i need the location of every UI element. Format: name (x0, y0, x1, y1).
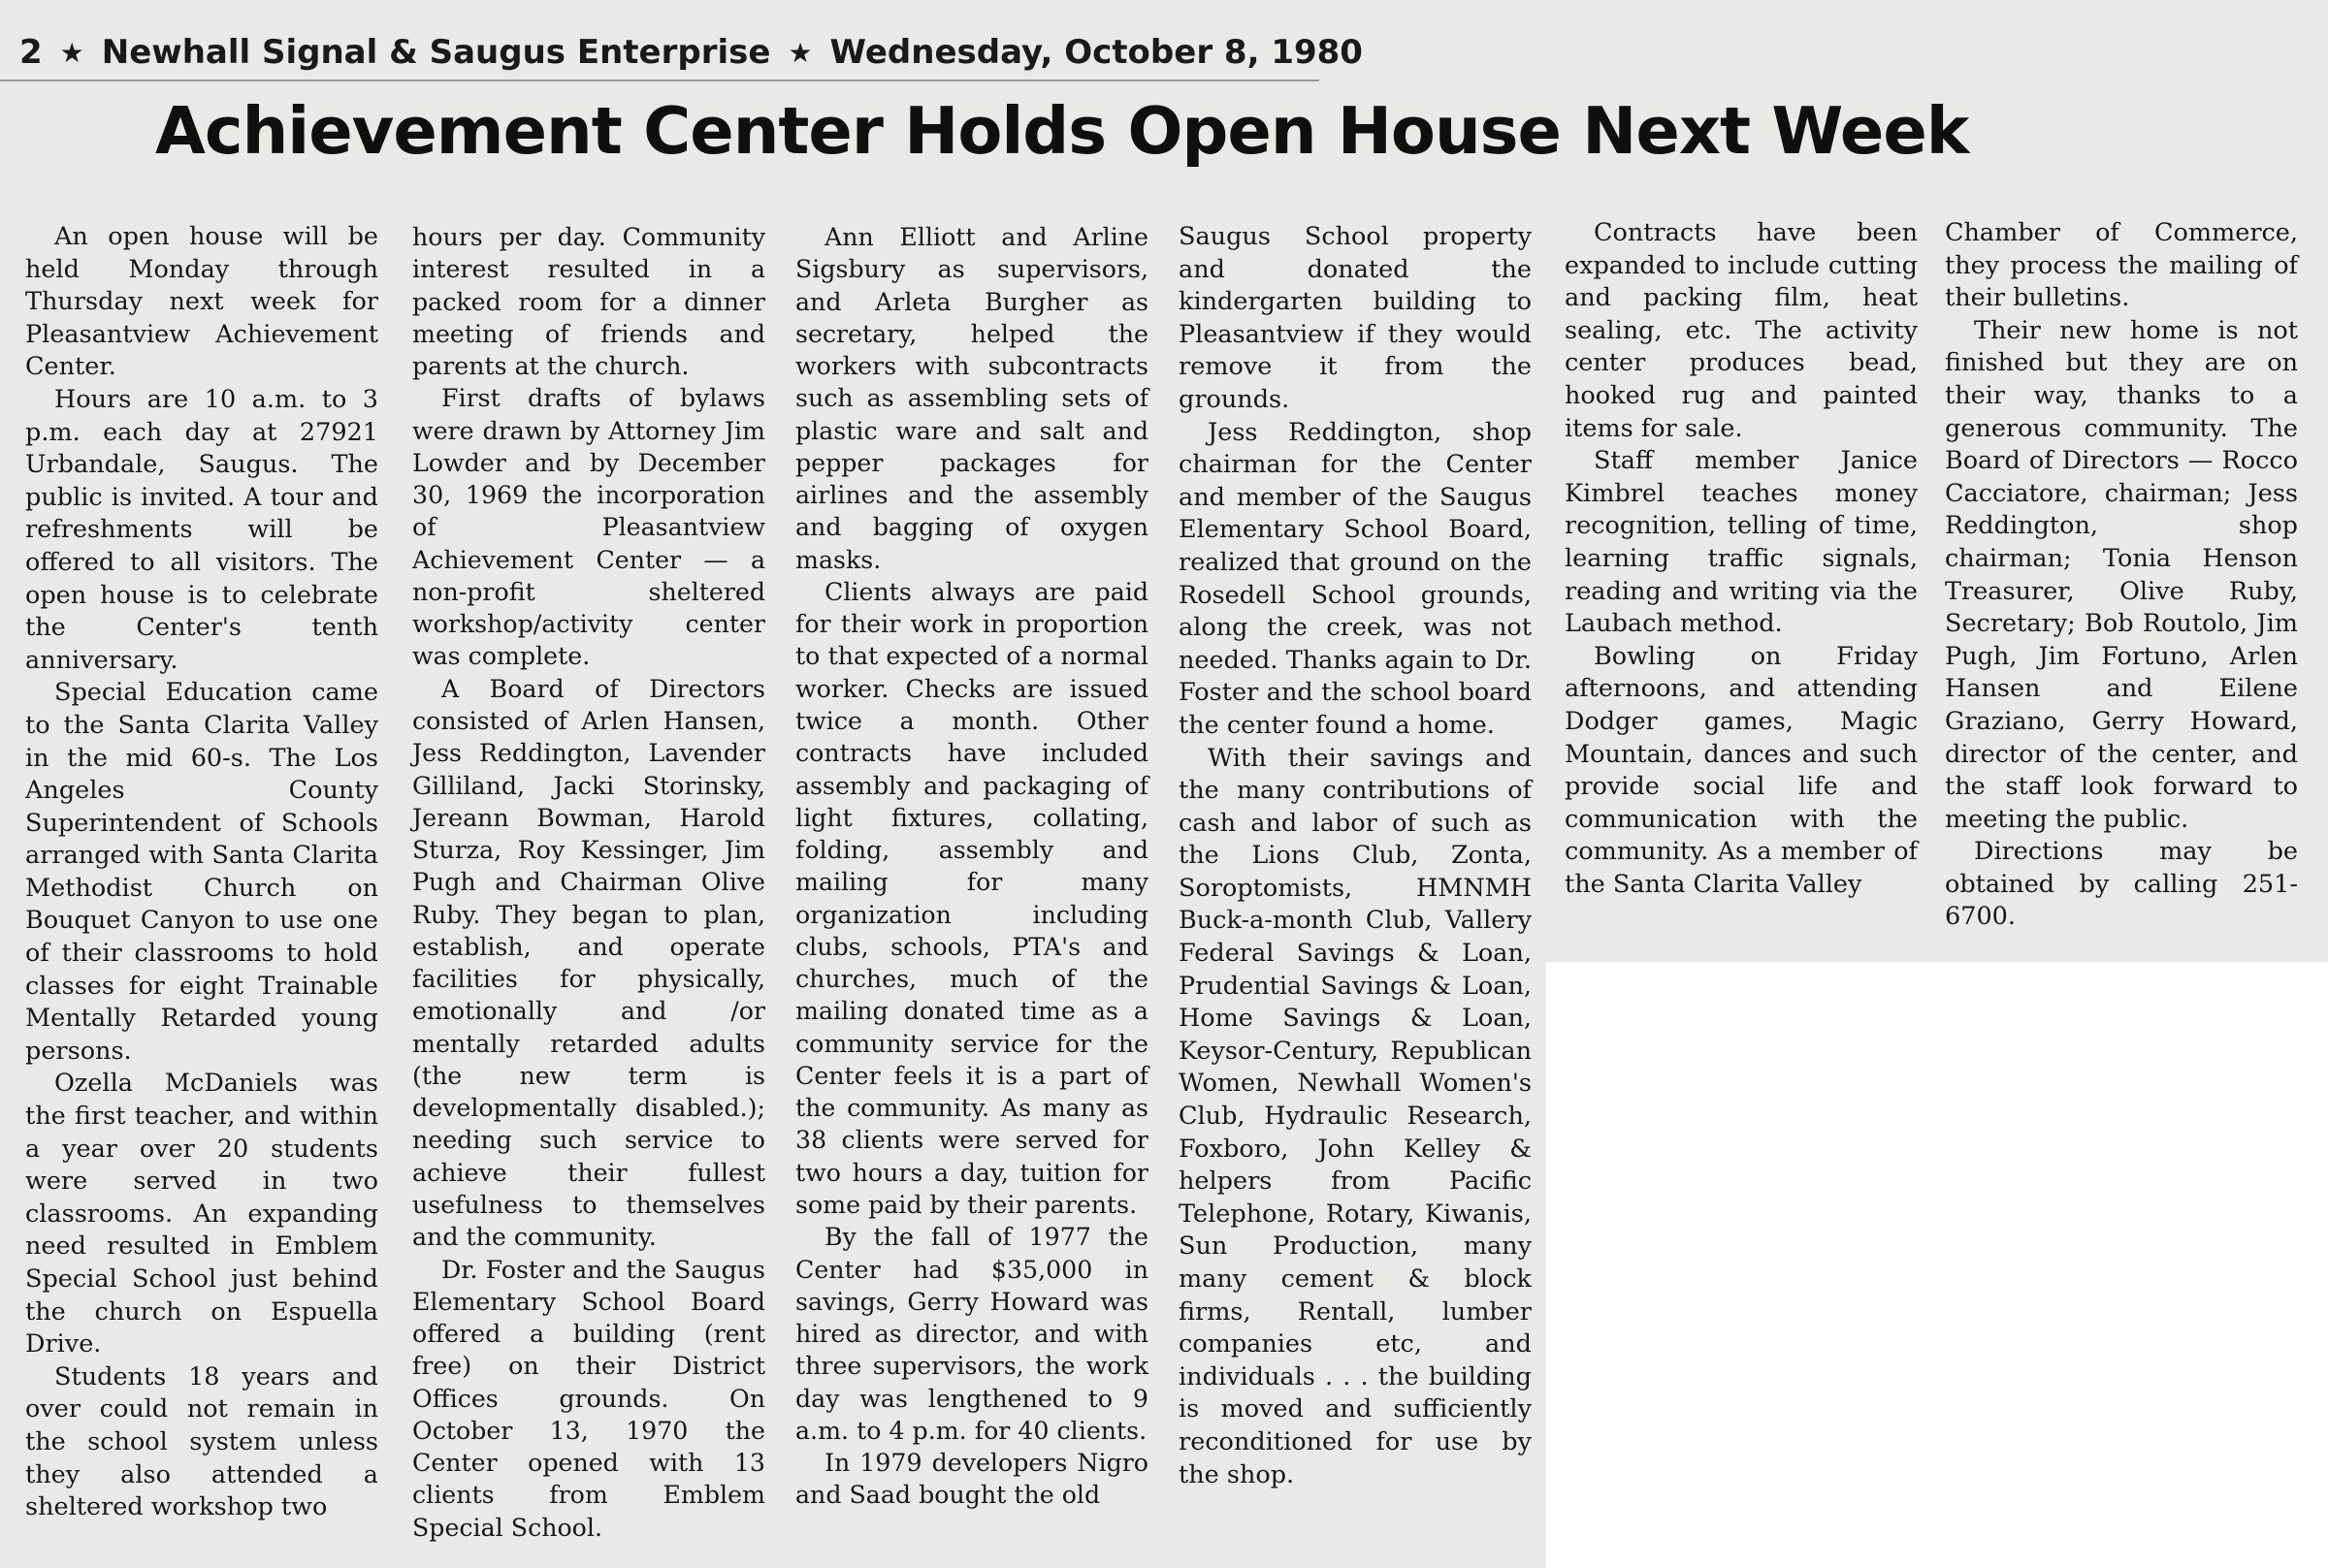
article-paragraph: Dr. Foster and the Saugus Elementary School Board offered a building (rent free) on their District Offices grounds. On October 13, 1970 the Center opened with 13 clients from Emblem Special School. (412, 1255, 765, 1542)
article-paragraph: Special Education came to the Santa Clarita Valley in the mid 60-s. The Los Angeles County Superintendent of Schools arranged with Santa Clarita Methodist Church on Bouquet Canyon to use one of their classrooms to hold classes for eight Trainable Mentally Retarded young persons. (25, 678, 378, 1066)
article-paragraph: Clients always are paid for their work in proportion to that expected of a normal worker. Checks are issued twice a month. Other contracts have included assembly and packaging of light fixtures, collating, folding, assembly and mailing for many organization including clubs, schools, PTA's and churches, much of the mailing donated time as a community service for the Center feels it is a part of the community. As many as 38 clients were served for two hours a day, tuition for some paid by their parents. (795, 577, 1148, 1219)
article-headline: Achievement Center Holds Open House Next Week (155, 93, 1969, 169)
article-paragraph: hours per day. Community interest resulted in a packed room for a dinner meeting of friends and parents at the church. (412, 223, 765, 381)
article-column-1 (25, 221, 378, 1524)
article-paragraph: Students 18 years and over could not remain in the school system unless they also attended a sheltered workshop two (25, 1361, 378, 1522)
article-column-2 (412, 221, 765, 1544)
masthead-rule (0, 80, 1319, 81)
article-paragraph: Their new home is not finished but they are on their way, thanks to a generous community. The Board of Directors — Rocco Cacciatore, chairman; Jess Reddington, shop chairman; Tonia Henson Treasurer, Olive Ruby, Secretary; Bob Routolo, Jim Pugh, Jim Fortuno, Arlen Hansen and Eilene Graziano, Gerry Howard, director of the center, and the staff look forward to meeting the public. (1945, 315, 2298, 834)
article-paragraph: Directions may be obtained by calling 251-6700. (1945, 837, 2298, 932)
article-paragraph: Chamber of Commerce, they process the mailing of their bulletins. (1945, 218, 2298, 313)
article-paragraph: Contracts have been expanded to include cutting and packing film, heat sealing, etc. The activity center produces bead, hooked rug and painted items for sale. (1565, 218, 1918, 443)
issue-date: Wednesday, October 8, 1980 (829, 33, 1363, 72)
page-number: 2 (19, 33, 43, 72)
star-separator: ★ (788, 36, 813, 69)
article-paragraph: Staff member Janice Kimbrel teaches money recognition, telling of time, learning traffic signals, reading and writing via the Laubach method. (1565, 446, 1918, 639)
article-paragraph: Ann Elliott and Arline Sigsbury as supervisors, and Arleta Burgher as secretary, helped the workers with subcontracts such as assembling sets of plastic ware and salt and pepper packages for airlines and the assembly and bagging of oxygen masks. (795, 223, 1148, 574)
article-paragraph: An open house will be held Monday through Thursday next week for Pleasantview Achievement Center. (25, 222, 378, 382)
article-paragraph: In 1979 developers Nigro and Saad bought the old (795, 1449, 1148, 1510)
masthead (19, 25, 1363, 80)
article-paragraph: Hours are 10 a.m. to 3 p.m. each day at 27921 Urbandale, Saugus. The public is invited. A tour and refreshments will be offered to all visitors. The open house is to celebrate the Center's tenth anniversary. (25, 384, 378, 675)
article-paragraph: Jess Reddington, shop chairman for the Center and member of the Saugus Elementary School Board, realized that ground on the Rosedell School grounds, along the creek, was not needed. Thanks again to Dr. Foster and the school board the center found a home. (1179, 417, 1532, 740)
article-paragraph: Bowling on Friday afternoons, and attending Dodger games, Magic Mountain, dances and such provide social life and communication with the community. As a member of the Santa Clarita Valley (1565, 641, 1918, 899)
article-column-5 (1565, 217, 1918, 901)
article-paragraph: With their savings and the many contributions of cash and labor of such as the Lions Club, Zonta, Soroptomists, HMNMH Buck-a-month Club, Vallery Federal Savings & Loan, Prudential Savings & Loan, Home Savings & Loan, Keysor-Century, Republican Women, Newhall Women's Club, Hydraulic Research, Foxboro, John Kelley & helpers from Pacific Telephone, Rotary, Kiwanis, Sun Production, many many cement & block firms, Rentall, lumber companies etc, and individuals . . . the building is moved and sufficiently reconditioned for use by the shop. (1179, 743, 1532, 1489)
article-paragraph: By the fall of 1977 the Center had $35,000 in savings, Gerry Howard was hired as director, and with three supervisors, the work day was lengthened to 9 a.m. to 4 p.m. for 40 clients. (795, 1223, 1148, 1445)
article-column-3 (795, 221, 1148, 1512)
page-margin (1546, 962, 2328, 1568)
article-paragraph: Saugus School property and donated the kindergarten building to Pleasantview if they would remove it from the grounds. (1179, 222, 1532, 414)
article-paragraph: A Board of Directors consisted of Arlen Hansen, Jess Reddington, Lavender Gilliland, Jacki Storinsky, Jereann Bowman, Harold Sturza, Roy Kessinger, Jim Pugh and Chairman Olive Ruby. They began to plan, establish, and operate facilities for physically, emotionally and /or mentally retarded adults (the new term is developmentally disabled.); needing such service to achieve their fullest usefulness to themselves and the community. (412, 674, 765, 1252)
article-paragraph: First drafts of bylaws were drawn by Attorney Jim Lowder and by December 30, 1969 the incorporation of Pleasantview Achievement Center — a non-profit sheltered workshop/activity center was complete. (412, 384, 765, 671)
star-separator: ★ (59, 36, 84, 69)
paper-name: Newhall Signal & Saugus Enterprise (101, 33, 771, 72)
article-paragraph: Ozella McDaniels was the first teacher, and within a year over 20 students were served in two classrooms. An expanding need resulted in Emblem Special School just behind the church on Espuella Drive. (25, 1069, 378, 1360)
article-column-4 (1179, 221, 1532, 1491)
article-column-6 (1945, 217, 2298, 934)
